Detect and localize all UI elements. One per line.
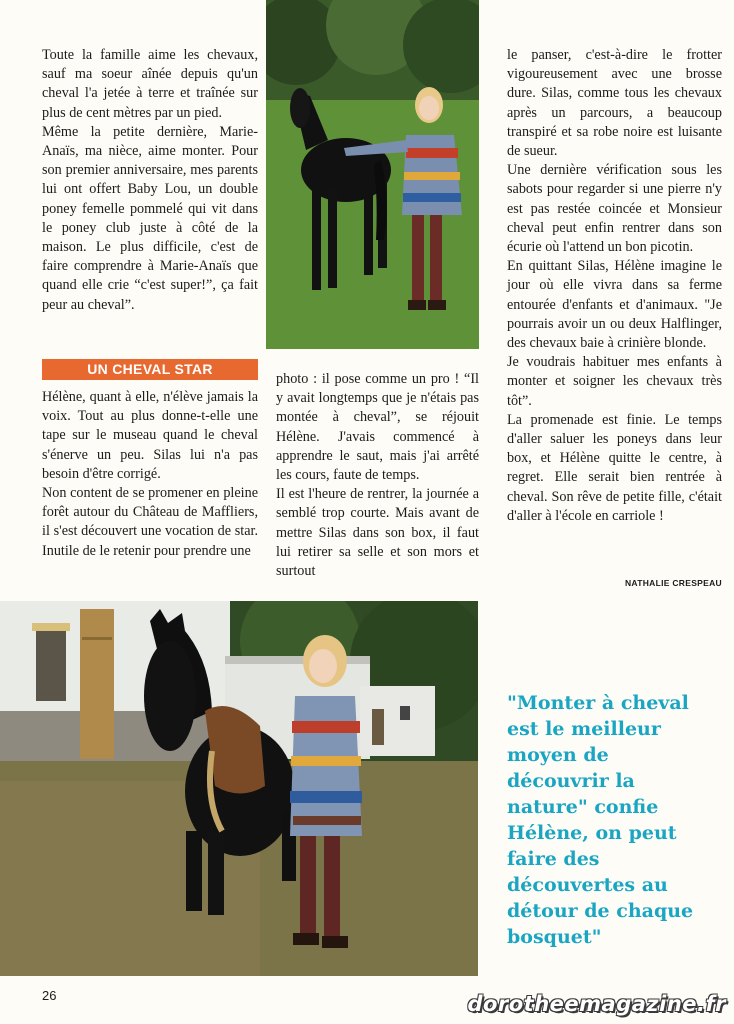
article-column-1-bottom — [42, 388, 258, 561]
courtyard-photo-illustration — [0, 601, 478, 976]
paragraph: Il est l'heure de rentrer, la journée a semblé trop courte. Mais avant de mettre Silas dans son box, il faut lui retirer sa selle et son mors et surtout — [276, 486, 479, 580]
author-byline: NATHALIE CRESPEAU — [624, 578, 722, 588]
paragraph: La promenade est finie. Le temps d'aller saluer les poneys dans leur box, et Hélène quitte le centre, à regret. Elle serait bien rentrée à cheval. Son rêve de petite fille, c'était d'aller à l'école en carriole ! — [507, 411, 722, 524]
article-column-2 — [276, 370, 479, 581]
paragraph: Je voudrais habituer mes enfants à monter et soigner les chevaux très tôt”. — [507, 354, 722, 409]
paragraph: le panser, c'est-à-dire le frotter vigoureusement avec une brosse dure. Silas, comme tous les chevaux après un parcours, a beaucoup transpiré et sa robe noire est luisante de sueur. — [507, 47, 722, 160]
site-watermark: dorotheemagazine.fr — [467, 992, 726, 1016]
paragraph: Non content de se promener en pleine forêt autour du Château de Maffliers, il s'est découvert une vocation de star. Inutile de le retenir pour prendre une — [42, 485, 258, 559]
meadow-photo-illustration — [266, 0, 479, 349]
paragraph: Toute la famille aime les chevaux, sauf ma soeur aînée depuis qu'un cheval l'a jetée à terre et traînée sur plus de cent mètres par un pied. — [42, 47, 258, 121]
paragraph: photo : il pose comme un pro ! “Il y avait longtemps que je n'étais pas montée à cheval”, se réjouit Hélène. J'avais commencé à apprendre le saut, mais j'ai arrêté les cours, faute de temps. — [276, 371, 479, 484]
article-column-3 — [507, 46, 722, 526]
section-heading: UN CHEVAL STAR — [42, 359, 258, 380]
page-number: 26 — [42, 988, 57, 1003]
paragraph: Hélène, quant à elle, n'élève jamais la voix. Tout au plus donne-t-elle une tape sur le museau quand le cheval s'énerve un peu. Silas lui n'a pas besoin d'être corrigé. — [42, 389, 258, 482]
article-column-1-top — [42, 46, 258, 315]
photo-girl-with-horse-saddle — [0, 601, 478, 976]
paragraph: Même la petite dernière, Marie-Anaïs, ma nièce, aime monter. Pour son premier anniversaire, mes parents lui ont offert Baby Lou, un double poney femelle pommelé qui vit dans le poney club juste à côté de la maison. Le plus difficile, c'est de faire comprendre à Marie-Anaïs que quand elle crie “c'est super!”, ça fait peur au cheval”. — [42, 123, 258, 313]
pull-quote: "Monter à cheval est le meilleur moyen de découvrir la nature" confie Hélène, on peut faire des découvertes au détour de chaque bosquet" — [507, 692, 694, 948]
paragraph: En quittant Silas, Hélène imagine le jour où elle vivra dans sa ferme entourée d'enfants et d'animaux. "Je pourrais avoir un ou deux Halflinger, des chevaux baie à crinière blonde. — [507, 258, 722, 352]
paragraph: Une dernière vérification sous les sabots pour regarder si une pierre n'y est pas restée coincée et Monsieur cheval peut enfin rentrer dans son écurie où l'attend un bon picotin. — [507, 162, 722, 256]
photo-girl-with-horse-meadow — [266, 0, 479, 349]
